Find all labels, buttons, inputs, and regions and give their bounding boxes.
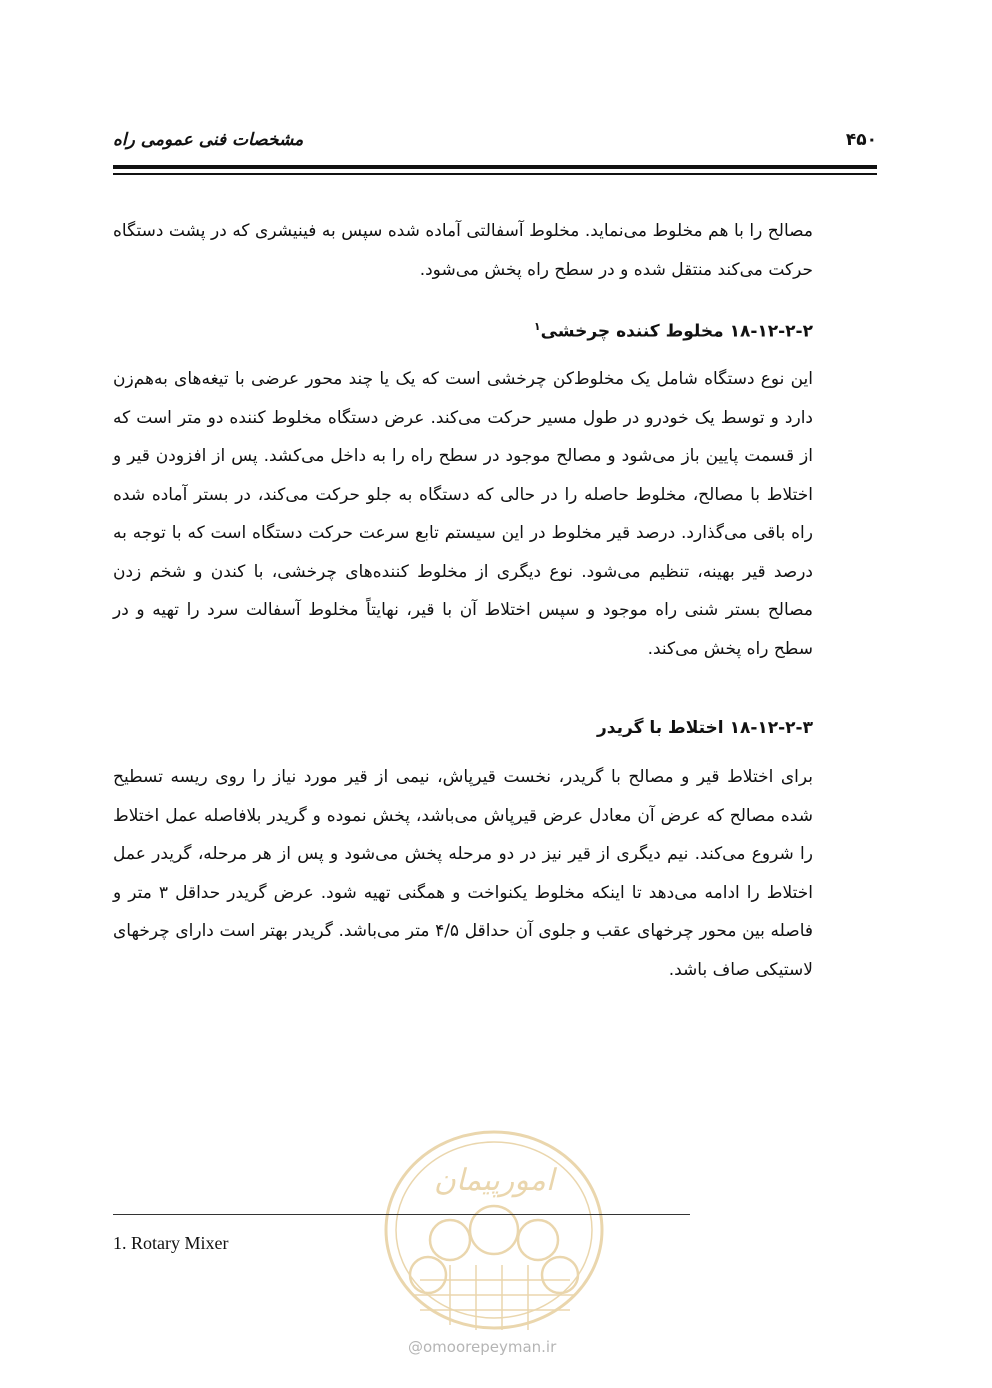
watermark-site-text: @omoorepeyman.ir bbox=[408, 1338, 557, 1356]
paragraph-2: این نوع دستگاه شامل یک مخلوط‌کن چرخشی است که یک یا چند محور عرضی با تیغه‌های به‌هم‌زن دارد و توسط یک خودرو در طول مسیر حرکت می‌کند. عرض دستگاه مخلوط کننده دو متر است که از قسمت پایین باز می‌شود و مصالح موجود در سطح راه را به داخل می‌کشد. پس از افزودن قیر و اختلاط با مصالح، مخلوط حاصله را در حالی که دستگاه به جلو حرکت می‌کند، در بستر آماده شده راه باقی می‌گذارد. درصد قیر مخلوط در این سیستم تابع سرعت حرکت دستگاه است که با توجه به درصد قیر بهینه، تنظیم می‌شود. نوع دیگری از مخلوط کننده‌های چرخشی، با کندن و شخم زدن مصالح بستر شنی راه موجود و سپس اختلاط آن با قیر، نهایتاً مخلوط آسفالت سرد را تهیه و در سطح راه پخش می‌کند. bbox=[113, 369, 813, 659]
paragraph-3: برای اختلاط قیر و مصالح با گریدر، نخست قیرپاش، نیمی از قیر مورد نیاز را روی ریسه تسطیح شده مصالح که عرض آن معادل عرض قیرپاش می‌باشد، پخش نموده و گریدر بلافاصله عمل اختلاط را شروع می‌کند. نیم دیگری از قیر نیز در دو مرحله پخش می‌شود و پس از هر مرحله، گریدر عمل اختلاط را ادامه می‌دهد تا اینکه مخلوط یکنواخت و همگنی تهیه شود. عرض گریدر حداقل ۳ متر و فاصله بین محور چرخهای عقب و جلوی آن حداقل ۴/۵ متر می‌باشد. گریدر بهتر است دارای چرخهای لاستیکی صاف باشد. bbox=[113, 767, 814, 980]
section-heading-rotary-mixer bbox=[113, 320, 813, 342]
heading-text: ۱۸-۱۲-۲-۲ مخلوط کننده چرخشی bbox=[540, 321, 813, 342]
section-heading-grader: ۱۸-۱۲-۲-۳ اختلاط با گریدر bbox=[597, 718, 813, 738]
paragraph-1: مصالح را با هم مخلوط می‌نماید. مخلوط آسفالتی آماده شده سپس به فینیشری که در پشت دستگاه حرکت می‌کند منتقل شده و در سطح راه پخش می‌شود. bbox=[113, 221, 813, 280]
page-header bbox=[113, 128, 877, 158]
footnote: 1. Rotary Mixer bbox=[113, 1233, 229, 1253]
watermark-logo bbox=[380, 1130, 608, 1340]
page-number: ۴۵۰ bbox=[845, 130, 877, 150]
running-title: مشخصات فنی عمومی راه bbox=[113, 130, 304, 150]
header-rule-thick bbox=[113, 165, 877, 169]
watermark-logo-text: امورپیمان bbox=[433, 1163, 555, 1198]
footnote-rule bbox=[113, 1214, 690, 1215]
header-rule-thin bbox=[113, 173, 877, 175]
footnote-ref: ۱ bbox=[533, 320, 541, 333]
